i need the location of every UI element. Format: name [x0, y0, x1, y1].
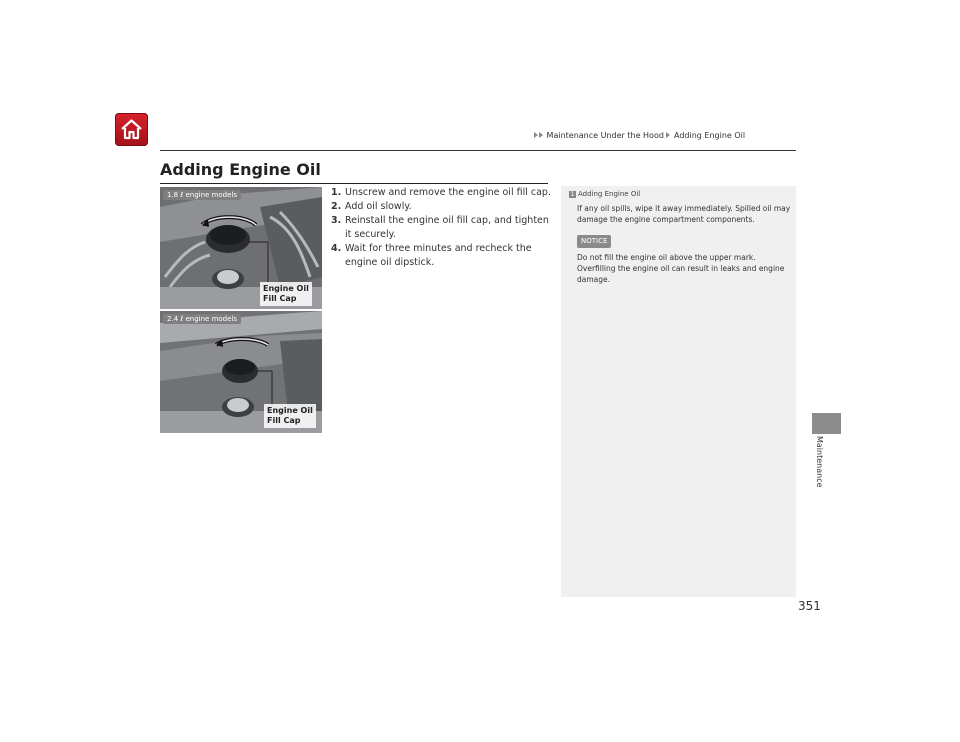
callout-engine-oil-fill-cap	[260, 282, 312, 306]
breadcrumb-item-maintenance-under-hood[interactable]: Maintenance Under the Hood	[546, 131, 664, 140]
header-divider	[160, 150, 796, 151]
step-item	[331, 214, 551, 242]
model-label: 2.4 ℓ engine models	[163, 314, 241, 324]
sidebar-title	[569, 189, 791, 200]
callout-line: Fill Cap	[267, 416, 301, 425]
page-number: 351	[798, 599, 821, 613]
step-item	[331, 200, 551, 214]
figure-1-8-engine	[160, 187, 322, 309]
notice-badge: NOTICE	[577, 235, 611, 248]
section-tab[interactable]	[812, 413, 841, 434]
step-text: Unscrew and remove the engine oil fill cap.	[345, 187, 551, 198]
sidebar-note-panel	[561, 186, 796, 597]
step-item	[331, 186, 551, 200]
procedure-steps	[331, 186, 551, 270]
section-tab-label	[814, 436, 824, 506]
callout-line: Fill Cap	[263, 294, 297, 303]
sidebar-paragraph: Do not fill the engine oil above the upper mark. Overfilling the engine oil can result in leaks and engine damage.	[577, 253, 785, 284]
breadcrumb-arrow-icon	[539, 132, 543, 138]
figure-2-4-engine	[160, 311, 322, 433]
model-label: 1.8 ℓ engine models	[163, 190, 241, 200]
step-text: Add oil slowly.	[345, 201, 412, 212]
step-text: Reinstall the engine oil fill cap, and tighten it securely.	[345, 215, 549, 240]
home-button[interactable]	[115, 113, 148, 146]
step-number: 1.	[331, 187, 342, 198]
callout-line: Engine Oil	[267, 406, 313, 415]
breadcrumb-arrow-icon	[666, 132, 670, 138]
home-icon	[119, 117, 144, 142]
note-marker-icon: 1	[570, 191, 575, 198]
step-text: Wait for three minutes and recheck the engine oil dipstick.	[345, 243, 532, 268]
title-divider	[160, 183, 548, 184]
sidebar-paragraph: If any oil spills, wipe it away immediately. Spilled oil may damage the engine compartment components.	[577, 204, 791, 224]
step-number: 2.	[331, 201, 342, 212]
step-item	[331, 242, 551, 270]
step-number: 3.	[331, 215, 342, 226]
sidebar-title-text: Adding Engine Oil	[578, 190, 641, 198]
callout-line: Engine Oil	[263, 284, 309, 293]
breadcrumb-arrow-icon	[534, 132, 538, 138]
section-tab-text: Maintenance	[815, 436, 824, 488]
page-title: Adding Engine Oil	[160, 160, 321, 179]
breadcrumb	[534, 131, 796, 140]
callout-engine-oil-fill-cap	[264, 404, 316, 428]
step-number: 4.	[331, 243, 342, 254]
breadcrumb-item-adding-engine-oil[interactable]: Adding Engine Oil	[674, 131, 746, 140]
